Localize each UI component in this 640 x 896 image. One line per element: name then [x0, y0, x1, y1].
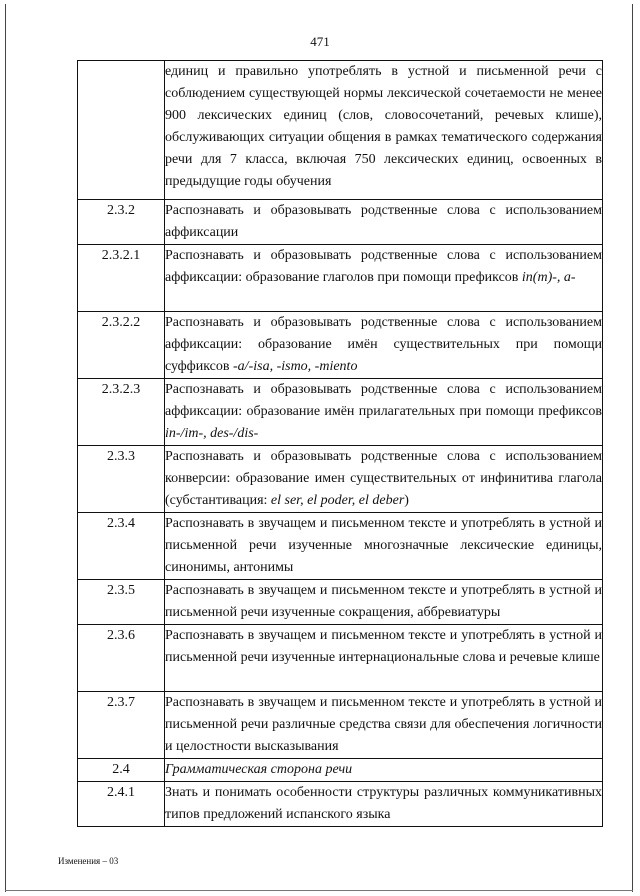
- footer-note: Изменения – 03: [58, 856, 119, 866]
- row-text-plain: Распознавать и образовывать родственные слова с использованием аффиксации: [165, 203, 602, 240]
- row-text-plain: Распознавать в звучащем и письменном тексте и употреблять в устной и письменной речи изученные многозначные лексические единицы, синонимы, антонимы: [165, 516, 602, 575]
- row-code: [78, 61, 165, 200]
- row-text-plain: единиц и правильно употреблять в устной и письменной речи с соблюдением существующей нормы лексической сочетаемости не менее 900 лексических единиц (слов, словосочетаний, речевых клише), обслуживающих ситуации общения в рамках тематического содержания речи для 7 класса, включая 750 лексических единиц, освоенных в предыдущие годы обучения: [165, 64, 602, 189]
- row-text-plain: Распознавать и образовывать родственные слова с использованием аффиксации: образование имён прилагательных при помощи префиксов: [165, 382, 602, 419]
- requirements-table: [77, 60, 603, 827]
- row-code: 2.3.7: [78, 692, 165, 759]
- row-text-plain: Распознавать и образовывать родственные слова с использованием аффиксации: образование глаголов при помощи префиксов: [165, 248, 602, 285]
- row-code: 2.3.6: [78, 625, 165, 692]
- row-text-plain: Распознавать и образовывать родственные слова с использованием конверсии: образование имен существительных от инфинитива глагола (субстантивация:: [165, 449, 602, 508]
- row-text-closing: ): [404, 493, 409, 508]
- row-text-italic: -a/-isa, -ismo, -miento: [233, 359, 358, 374]
- row-text-italic: in-/im-, des-/dis-: [165, 426, 259, 441]
- row-text-italic: el ser, el poder, el deber: [270, 493, 405, 508]
- row-text-plain: Распознавать в звучащем и письменном тексте и употреблять в устной и письменной речи изученные сокращения, аббревиатуры: [165, 583, 602, 620]
- row-text: [165, 782, 603, 827]
- table-row: [78, 580, 603, 625]
- row-text: [165, 312, 603, 379]
- row-code: 2.3.2: [78, 200, 165, 245]
- table-row: [78, 446, 603, 513]
- row-text-plain: Знать и понимать особенности структуры различных коммуникативных типов предложений испанского языка: [165, 785, 602, 822]
- row-code: 2.3.5: [78, 580, 165, 625]
- row-text: [165, 200, 603, 245]
- row-text-italic: in(m)-, a-: [521, 270, 576, 285]
- table-row: [78, 61, 603, 200]
- table-row: [78, 200, 603, 245]
- row-code: 2.3.2.2: [78, 312, 165, 379]
- row-text-plain: Распознавать в звучащем и письменном тексте и употреблять в устной и письменной речи изученные интернациональные слова и речевые клише: [165, 628, 602, 665]
- row-code: 2.4.1: [78, 782, 165, 827]
- row-text: [165, 692, 603, 759]
- row-text-plain: Распознавать в звучащем и письменном тексте и употреблять в устной и письменной речи различные средства связи для обеспечения логичности и целостности высказывания: [165, 695, 602, 754]
- row-text-plain: Распознавать и образовывать родственные слова с использованием аффиксации: образование имён существительных при помощи суффиксов: [165, 315, 602, 374]
- row-text: [165, 513, 603, 580]
- row-code: 2.3.2.3: [78, 379, 165, 446]
- table-row: [78, 782, 603, 827]
- table-row: [78, 625, 603, 692]
- table-row: [78, 513, 603, 580]
- page-number: 471: [310, 34, 330, 49]
- row-code: 2.3.4: [78, 513, 165, 580]
- table-row: [78, 312, 603, 379]
- page-border-right: [632, 4, 633, 892]
- table-row: [78, 759, 603, 782]
- row-text: [165, 379, 603, 446]
- row-text: [165, 580, 603, 625]
- table-row: [78, 692, 603, 759]
- table-row: [78, 379, 603, 446]
- row-code: 2.3.3: [78, 446, 165, 513]
- row-text: [165, 245, 603, 312]
- page-border-left: [5, 4, 6, 892]
- row-text: [165, 625, 603, 692]
- row-text: [165, 61, 603, 200]
- row-code: 2.3.2.1: [78, 245, 165, 312]
- row-text: [165, 759, 603, 782]
- section-heading: Грамматическая сторона речи: [165, 762, 353, 777]
- page-border-bottom: [5, 890, 633, 891]
- row-text: [165, 446, 603, 513]
- row-code: 2.4: [78, 759, 165, 782]
- table-row: [78, 245, 603, 312]
